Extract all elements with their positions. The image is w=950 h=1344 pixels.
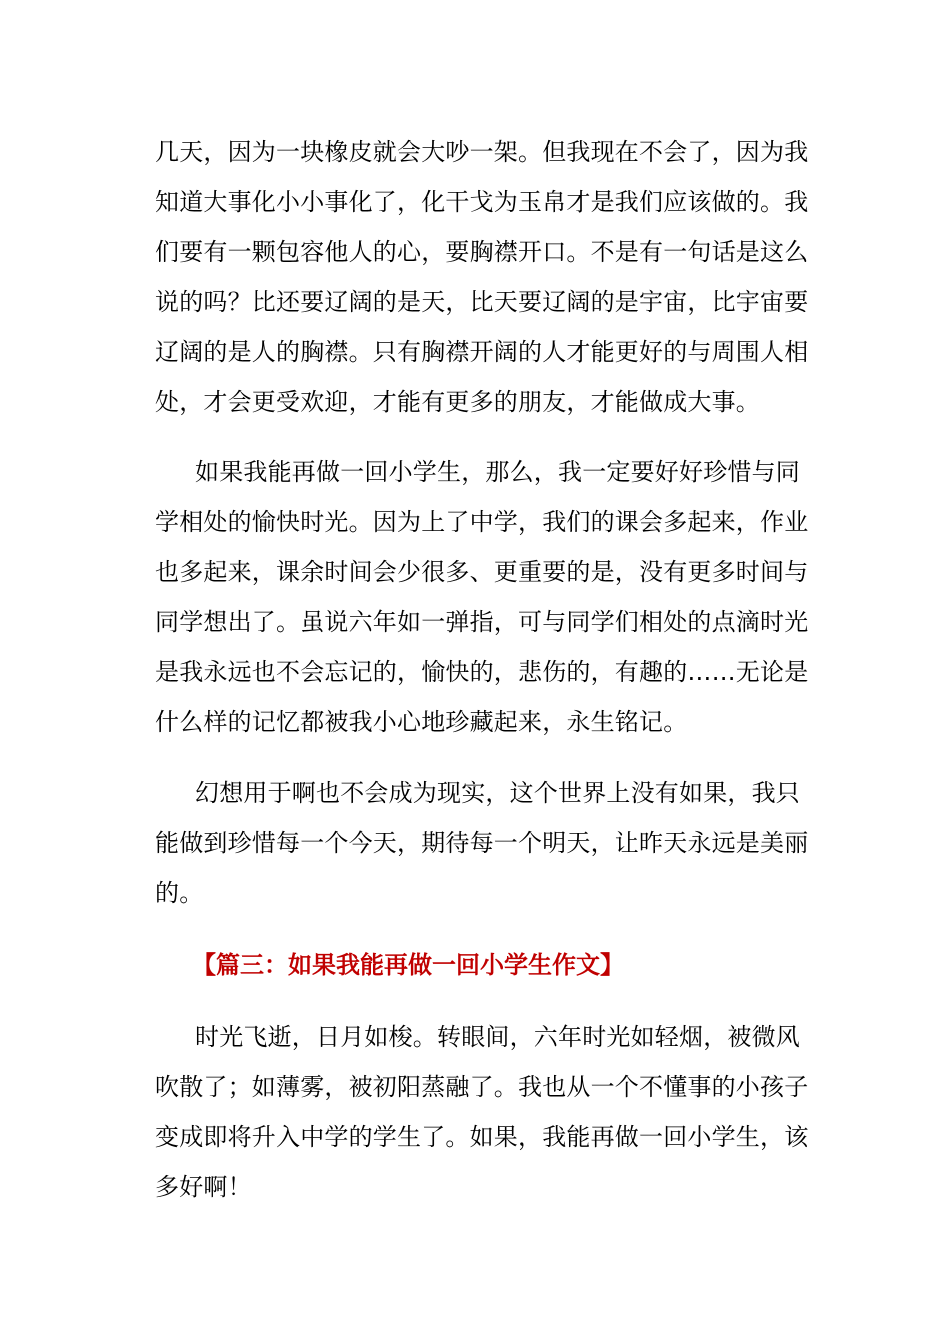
text-line: 变成即将升入中学的学生了。如果，我能再做一回小学生，该 (155, 1123, 809, 1151)
text-line: 能做到珍惜每一个今天，期待每一个明天，让昨天永远是美丽 (155, 829, 809, 857)
section-heading: 【篇三：如果我能再做一回小学生作文】 (192, 951, 624, 979)
paragraph-1 (155, 127, 815, 427)
paragraph-2 (155, 447, 815, 747)
paragraph-4 (155, 1012, 815, 1212)
text-line: 时光飞逝，日月如梭。转眼间，六年时光如轻烟，被微风 (195, 1023, 800, 1051)
paragraph-3 (155, 768, 815, 918)
text-line: 同学想出了。虽说六年如一弹指，可与同学们相处的点滴时光 (155, 608, 809, 636)
text-line: 的。 (155, 879, 204, 907)
text-line: 吹散了；如薄雾，被初阳蒸融了。我也从一个不懂事的小孩子 (155, 1073, 809, 1101)
text-line: 说的吗？比还要辽阔的是天，比天要辽阔的是宇宙，比宇宙要 (155, 288, 809, 316)
text-line: 处，才会更受欢迎，才能有更多的朋友，才能做成大事。 (155, 388, 760, 416)
text-line: 多好啊！ (155, 1173, 252, 1201)
text-line: 幻想用于啊也不会成为现实，这个世界上没有如果，我只 (195, 779, 800, 807)
text-line: 是我永远也不会忘记的，愉快的，悲伤的，有趣的……无论是 (155, 658, 809, 686)
text-line: 也多起来，课余时间会少很多、更重要的是，没有更多时间与 (155, 558, 809, 586)
text-line: 学相处的愉快时光。因为上了中学，我们的课会多起来，作业 (155, 508, 809, 536)
text-line: 如果我能再做一回小学生，那么，我一定要好好珍惜与同 (195, 458, 800, 486)
text-line: 们要有一颗包容他人的心，要胸襟开口。不是有一句话是这么 (155, 238, 809, 266)
text-line: 辽阔的是人的胸襟。只有胸襟开阔的人才能更好的与周围人相 (155, 338, 809, 366)
text-line: 知道大事化小小事化了，化干戈为玉帛才是我们应该做的。我 (155, 188, 809, 216)
text-line: 什么样的记忆都被我小心地珍藏起来，永生铭记。 (155, 708, 688, 736)
text-line: 几天，因为一块橡皮就会大吵一架。但我现在不会了，因为我 (155, 138, 809, 166)
